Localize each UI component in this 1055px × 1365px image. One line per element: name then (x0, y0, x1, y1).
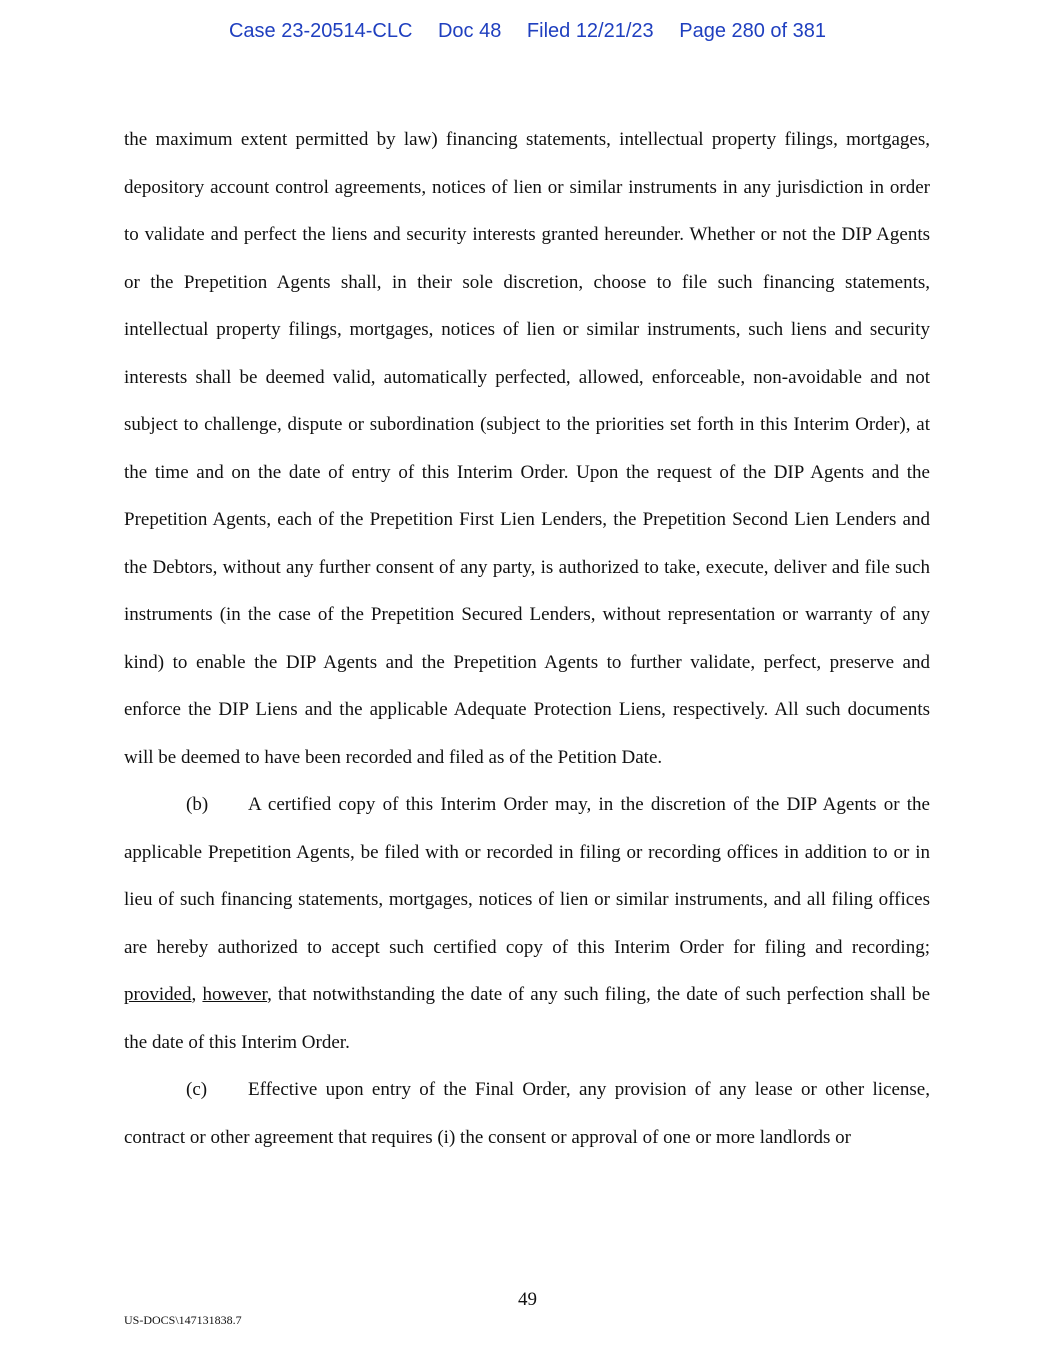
paragraph-b (124, 781, 930, 1066)
paragraph-c-text: Effective upon entry of the Final Order, any provision of any lease or other license, contract or other agreement that requires (i) the consent or approval of one or more landlords or (124, 1079, 930, 1148)
paragraph-continuation: the maximum extent permitted by law) financing statements, intellectual property filings, mortgages, depository account control agreements, notices of lien or similar instruments in any jurisdiction in order to validate and perfect the liens and security interests granted hereunder. Whether or not the DIP Agents or the Prepetition Agents shall, in their sole discretion, choose to file such financing statements, intellectual property filings, mortgages, notices of lien or similar instruments, such liens and security interests shall be deemed valid, automatically perfected, allowed, enforceable, non-avoidable and not subject to challenge, dispute or subordination (subject to the priorities set forth in this Interim Order), at the time and on the date of entry of this Interim Order. Upon the request of the DIP Agents and the Prepetition Agents, each of the Prepetition First Lien Lenders, the Prepetition Second Lien Lenders and the Debtors, without any further consent of any party, is authorized to take, execute, deliver and file such instruments (in the case of the Prepetition Secured Lenders, without representation or warranty of any kind) to enable the DIP Agents and the Prepetition Agents to further validate, perfect, preserve and enforce the DIP Liens and the applicable Adequate Protection Liens, respectively. All such documents will be deemed to have been recorded and filed as of the Petition Date. (124, 129, 930, 768)
case-number: Case 23-20514-CLC (228, 20, 413, 42)
paragraph-c-label: (c) (186, 1079, 208, 1100)
doc-number: Doc 48 (437, 20, 502, 42)
document-id: US-DOCS\147131838.7 (124, 1313, 242, 1327)
case-header (0, 20, 1055, 43)
filed-date: Filed 12/21/23 (526, 20, 654, 42)
page-number: 49 (518, 1289, 537, 1310)
document-body (124, 116, 930, 1161)
however-term: however (202, 984, 268, 1005)
paragraph-b-text-1: A certified copy of this Interim Order may, in the discretion of the DIP Agents or the applicable Prepetition Agents, be filed with or recorded in filing or recording offices in addition to or in lieu of such financing statements, mortgages, notices of lien or similar instruments, and all filing offices are hereby authorized to accept such certified copy of this Interim Order for filing and recording; (124, 794, 930, 958)
paragraph-c (124, 1066, 930, 1161)
page-of: Page 280 of 381 (679, 20, 827, 42)
paragraph-b-text-2: , that notwithstanding the date of any such filing, the date of such perfection shall be the date of this Interim Order. (124, 984, 930, 1053)
provided-term: provided (124, 984, 192, 1005)
comma: , (191, 984, 203, 1005)
paragraph-b-label: (b) (186, 794, 209, 815)
